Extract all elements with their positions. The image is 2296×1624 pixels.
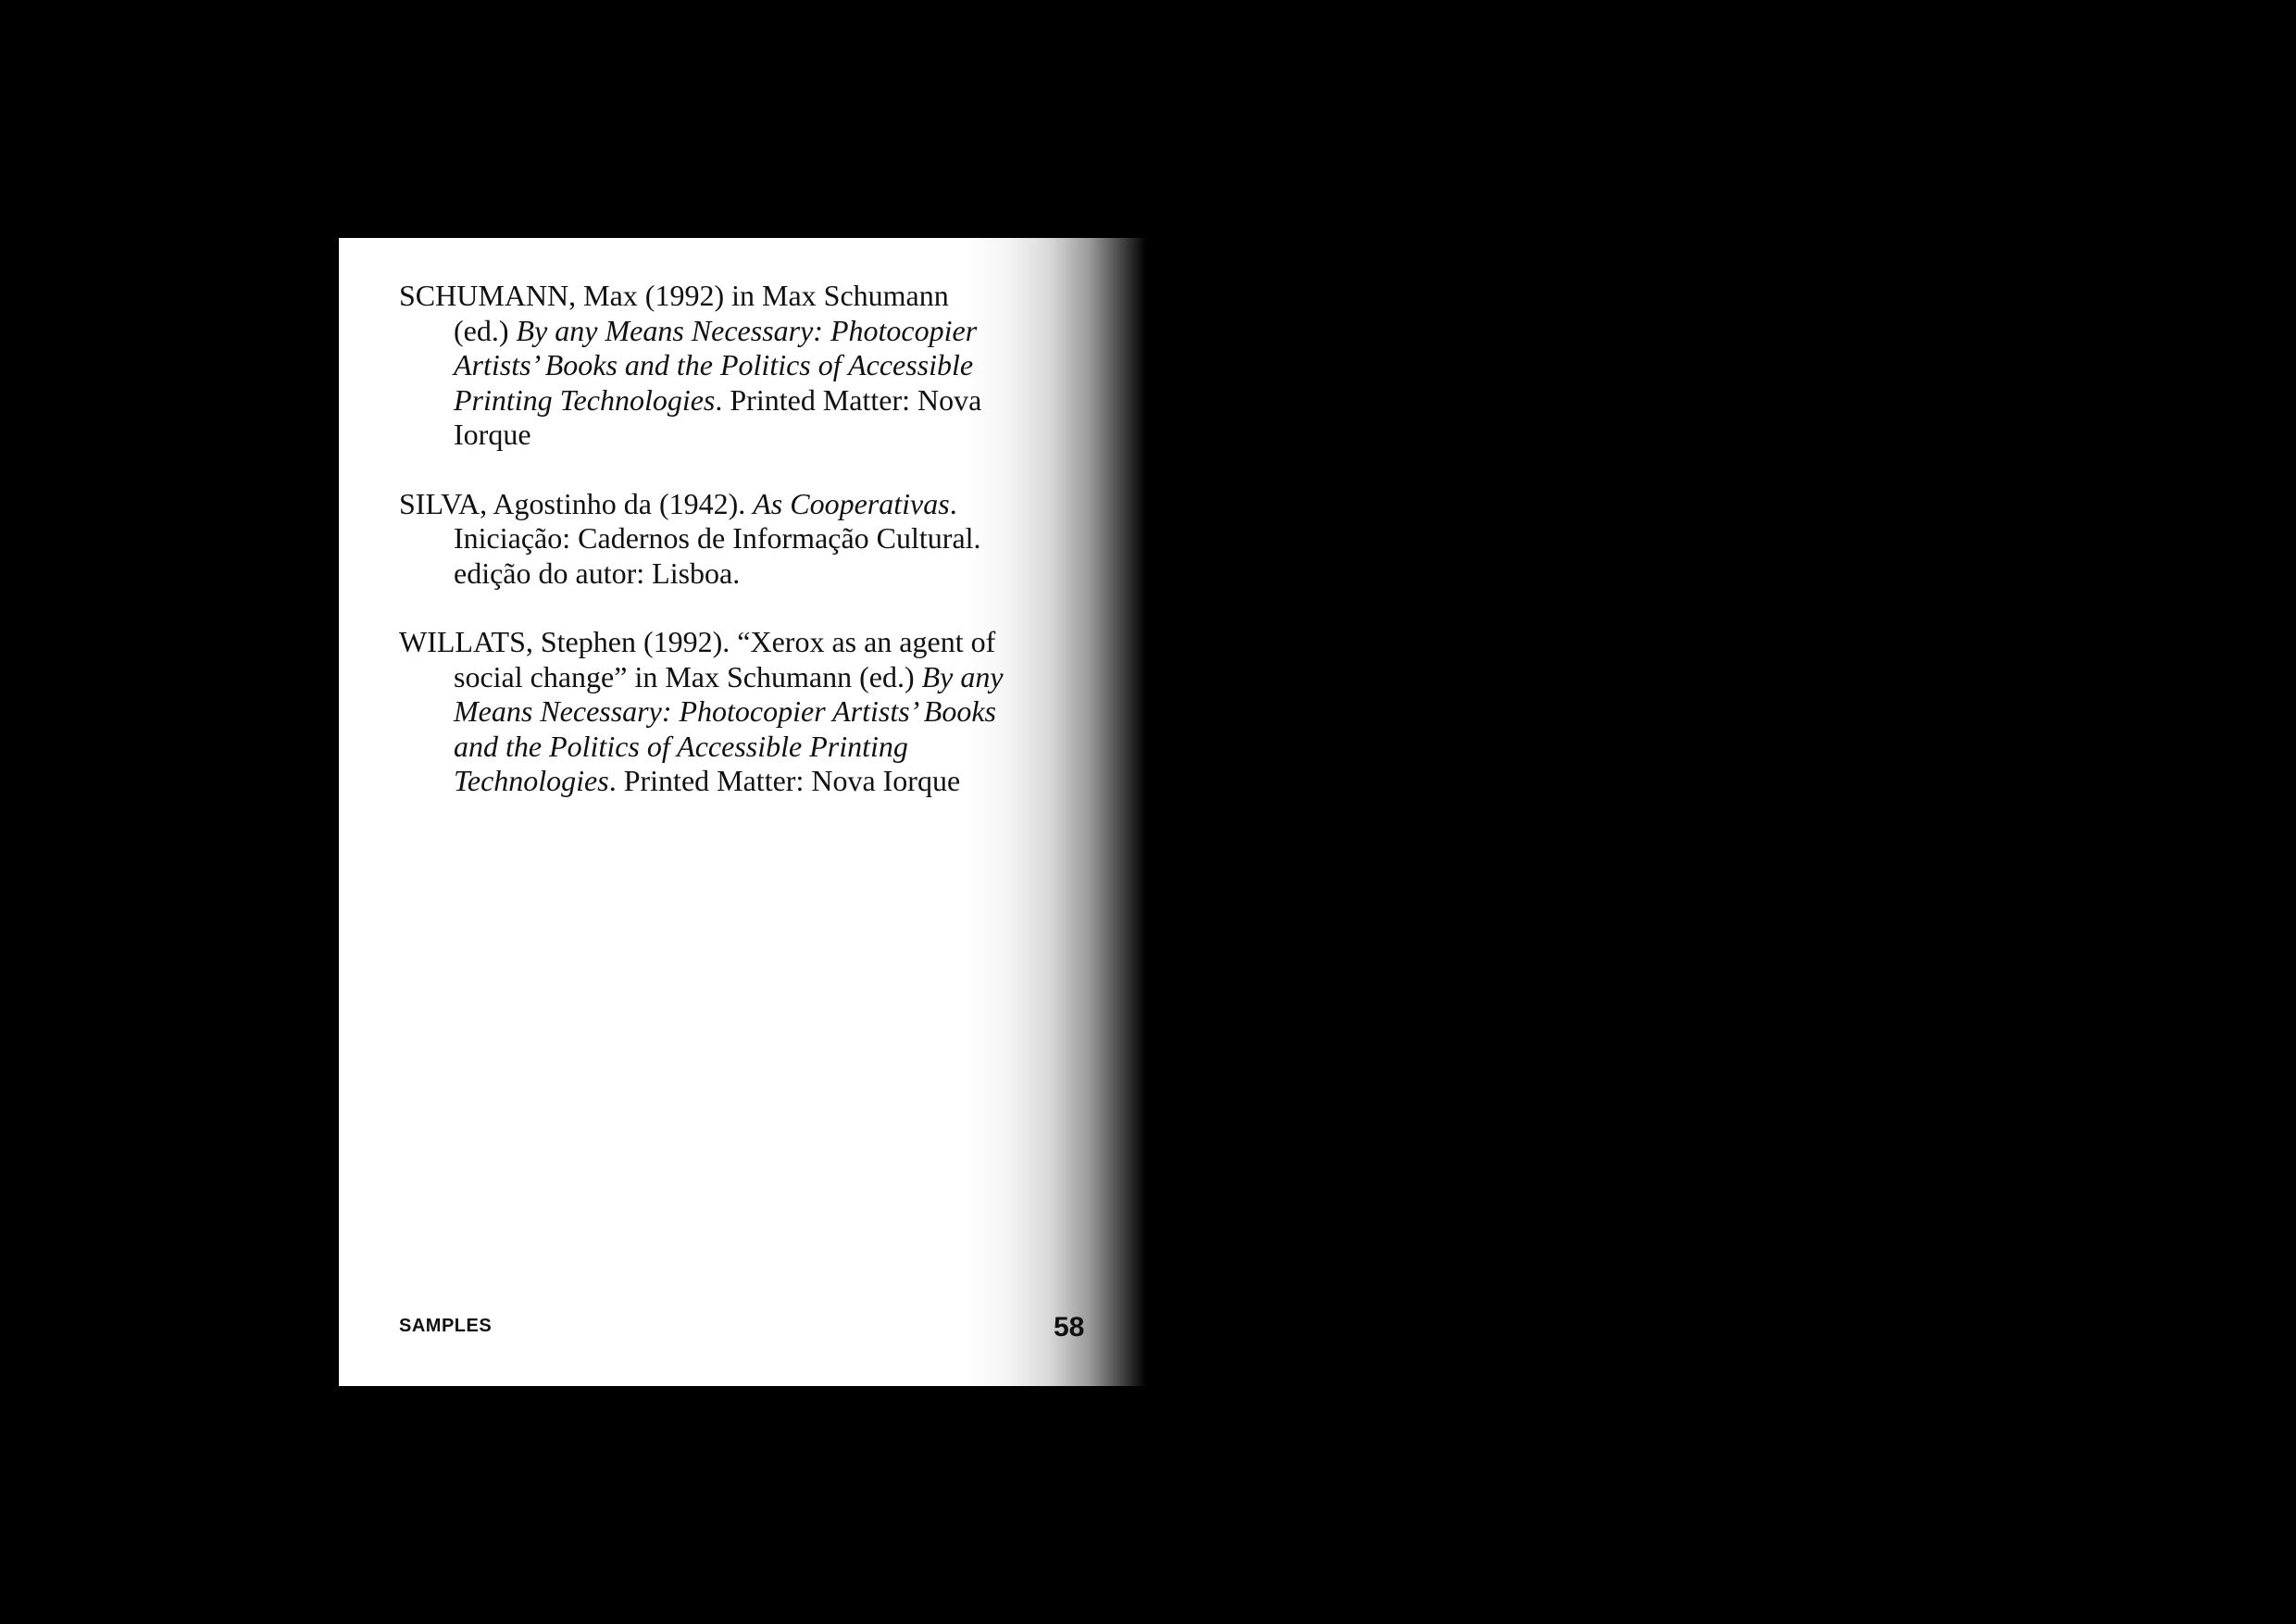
reference-entry bbox=[399, 625, 1010, 799]
reference-publisher: . Printed Matter: Nova Iorque bbox=[608, 764, 961, 797]
reference-entry bbox=[399, 487, 1010, 592]
reference-entry bbox=[399, 279, 1010, 453]
reference-text: WILLATS, Stephen (1992). “Xerox as an agent of social change” in Max Schumann (ed.) bbox=[399, 625, 996, 693]
reference-text: SCHUMANN, Max (1992) in Max Schumann (ed.) bbox=[399, 279, 949, 347]
reference-publisher: . Printed Matter: Nova Iorque bbox=[454, 382, 982, 451]
bibliography-list bbox=[399, 279, 1010, 833]
reference-text: SILVA, Agostinho da (1942). bbox=[399, 486, 754, 520]
reference-title: By any Means Necessary: Photocopier Artists’ Books and the Politics of Accessible Printing Technologies bbox=[454, 659, 1004, 797]
reference-title: As Cooperativas bbox=[753, 486, 950, 520]
page-number: 58 bbox=[1054, 1312, 1085, 1343]
reference-title: By any Means Necessary: Photocopier Artists’ Books and the Politics of Accessible Printing Technologies bbox=[454, 313, 978, 417]
section-label: SAMPLES bbox=[399, 1316, 493, 1336]
book-page bbox=[339, 238, 1146, 1386]
reference-publisher: . Iniciação: Cadernos de Informação Cultural. edição do autor: Lisboa. bbox=[454, 486, 981, 590]
